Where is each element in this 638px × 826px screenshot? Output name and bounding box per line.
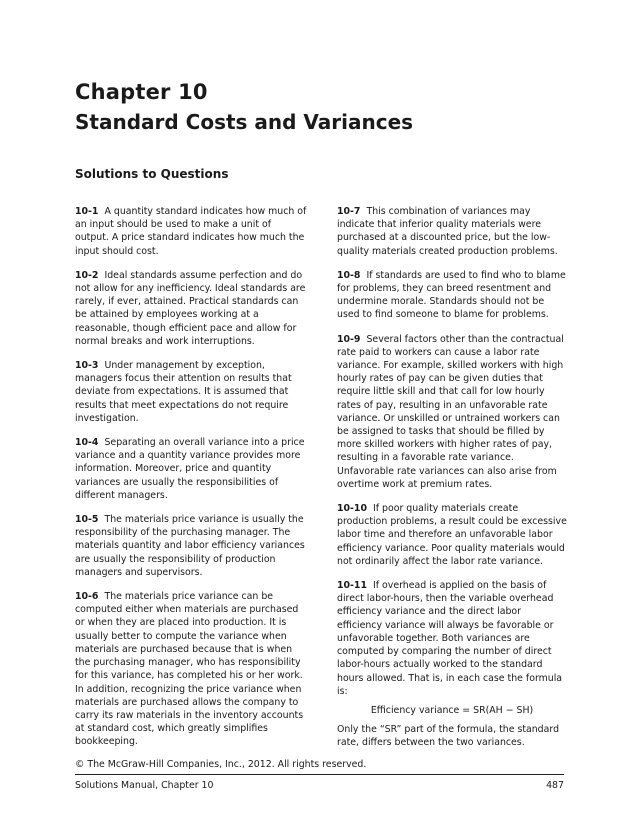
question-10-10 xyxy=(337,502,567,568)
footer-divider xyxy=(75,774,564,775)
right-column xyxy=(337,205,567,761)
question-number: 10-8 xyxy=(337,269,361,281)
question-10-8 xyxy=(337,269,567,322)
question-10-5 xyxy=(75,513,307,579)
page-number: 487 xyxy=(546,780,564,791)
question-number: 10-5 xyxy=(75,514,99,526)
question-10-1 xyxy=(75,205,307,258)
question-text: The materials price variance is usually the responsibility of the purchasing manager. The materials quantity and labor efficiency variances are usually the responsibility of production managers and supervisors. xyxy=(75,514,305,578)
question-number: 10-7 xyxy=(337,206,361,217)
question-text: The materials price variance can be computed either when materials are purchased or when they are placed into production. It is usually better to compute the variance when materials are purchased because that is when the purchasing manager, who has responsibility for this variance, has completed his or her work. In addition, recognizing the price variance when materials are purchased allows the company to carry its raw materials in the inventory accounts at standard cost, which greatly simplifies bookkeeping. xyxy=(75,591,304,748)
question-10-7 xyxy=(337,205,567,258)
question-number: 10-9 xyxy=(337,333,361,345)
closing-paragraph: Only the “SR” part of the formula, the standard rate, differs between the two variances. xyxy=(337,724,560,749)
question-text: If overhead is applied on the basis of direct labor-hours, then the variable overhead efficiency variance and the direct labor efficiency variance will always be favorable or unfavorable together. Both variances are computed by comparing the number of direct labor-hours actually worked to the standard hours allowed. That is, in each case the formula is: xyxy=(337,580,563,697)
copyright-notice: © The McGraw-Hill Companies, Inc., 2012. All rights reserved. xyxy=(75,759,367,770)
question-text: Ideal standards assume perfection and do not allow for any inefficiency. Ideal standards are rarely, if ever, attained. Practical standards can be attained by employees working at a reasonable, though efficient pace and allow for normal breaks and work interruptions. xyxy=(75,269,306,347)
question-10-11 xyxy=(337,579,567,698)
question-number: 10-1 xyxy=(75,206,99,217)
question-10-3 xyxy=(75,359,307,425)
question-number: 10-3 xyxy=(75,360,99,372)
question-number: 10-2 xyxy=(75,269,99,281)
question-number: 10-4 xyxy=(75,437,99,449)
question-10-2 xyxy=(75,269,307,348)
section-heading: Solutions to Questions xyxy=(75,167,229,181)
question-10-6 xyxy=(75,590,307,748)
question-number: 10-10 xyxy=(337,503,367,515)
question-text: Under management by exception, managers focus their attention on results that deviate from expectations. It is assumed that results that meet expectations do not require investigation. xyxy=(75,360,292,424)
question-number: 10-6 xyxy=(75,591,99,603)
chapter-title: Standard Costs and Variances xyxy=(75,110,414,134)
question-text: This combination of variances may indicate that inferior quality materials were purchased at a discounted price, but the low-quality materials created production problems. xyxy=(337,206,558,257)
question-10-9 xyxy=(337,333,567,491)
footer-manual-label: Solutions Manual, Chapter 10 xyxy=(75,780,214,791)
question-10-4 xyxy=(75,436,307,502)
question-number: 10-11 xyxy=(337,580,367,592)
question-text: If poor quality materials create production problems, a result could be excessive labor time and therefore an unfavorable labor efficiency variance. Poor quality materials would not ordinarily affect the labor rate variance. xyxy=(337,503,567,567)
question-text: A quantity standard indicates how much of an input should be used to make a unit of output. A price standard indicates how much the input should cost. xyxy=(75,206,307,257)
question-text: Separating an overall variance into a price variance and a quantity variance provides more information. Moreover, price and quantity variances are usually the responsibilities of different managers. xyxy=(75,437,305,501)
left-column xyxy=(75,205,307,760)
question-text: If standards are used to find who to blame for problems, they can breed resentment and undermine morale. Standards should not be used to find someone to blame for problems. xyxy=(337,269,566,321)
question-text: Several factors other than the contractual rate paid to workers can cause a labor rate variance. For example, skilled workers with high hourly rates of pay can be given duties that require little skill and that call for low hourly rates of pay, resulting in an unfavorable rate variance. Or unskilled or untrained workers can be assigned to tasks that should be filled by more skilled workers with higher rates of pay, resulting in a favorable rate variance. Unfavorable rate variances can also arise from overtime work at premium rates. xyxy=(337,333,564,490)
efficiency-formula: Efficiency variance = SR(AH − SH) xyxy=(370,704,534,716)
chapter-heading: Chapter 10 xyxy=(75,80,208,104)
